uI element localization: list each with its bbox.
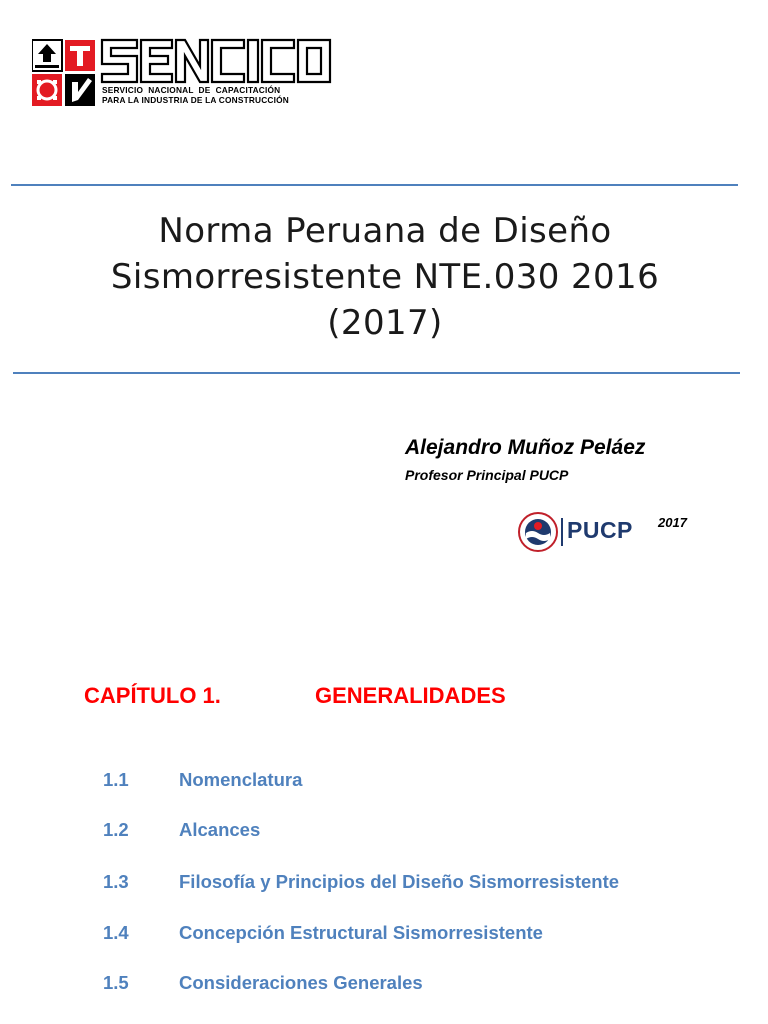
title-rule-top (11, 184, 738, 186)
title-line-1: Norma Peruana de Diseño (158, 211, 612, 251)
toc-item-title: Nomenclatura (179, 769, 303, 790)
toc-item-number: 1.1 (103, 769, 129, 790)
author-role: Profesor Principal PUCP (405, 467, 569, 483)
toc-item (0, 769, 768, 793)
pucp-seal-icon (518, 512, 558, 552)
toc-item-number: 1.2 (103, 819, 129, 840)
author-name: Alejandro Muñoz Peláez (405, 436, 646, 459)
pucp-divider (561, 518, 563, 546)
title-rule-bottom (13, 372, 740, 374)
pucp-year: 2017 (658, 515, 687, 530)
toc-item (0, 871, 768, 895)
document-title (60, 208, 710, 346)
toc-item (0, 972, 768, 996)
chapter-name: GENERALIDADES (315, 683, 506, 708)
toc-item-title: Consideraciones Generales (179, 972, 423, 993)
logo-subtitle-line2: PARA LA INDUSTRIA DE LA CONSTRUCCIÓN (102, 95, 289, 105)
logo-subtitle-line1: SERVICIO NACIONAL DE CAPACITACIÓN (102, 85, 281, 95)
title-line-3: (2017) (327, 303, 443, 343)
sencico-logo (32, 38, 332, 108)
toc-item-title: Alcances (179, 819, 261, 840)
pucp-name: PUCP (567, 517, 633, 543)
toc-item (0, 922, 768, 946)
toc-item-title: Concepción Estructural Sismorresistente (179, 922, 543, 943)
toc-item-number: 1.3 (103, 871, 129, 892)
chapter-number: CAPÍTULO 1. (84, 683, 221, 708)
title-line-2: Sismorresistente NTE.030 2016 (110, 257, 660, 297)
pucp-logo (518, 512, 698, 552)
toc-item-title: Filosofía y Principios del Diseño Sismorresistente (179, 871, 620, 892)
toc-item-number: 1.5 (103, 972, 129, 993)
toc-item (0, 819, 768, 843)
toc-item-number: 1.4 (103, 922, 129, 943)
